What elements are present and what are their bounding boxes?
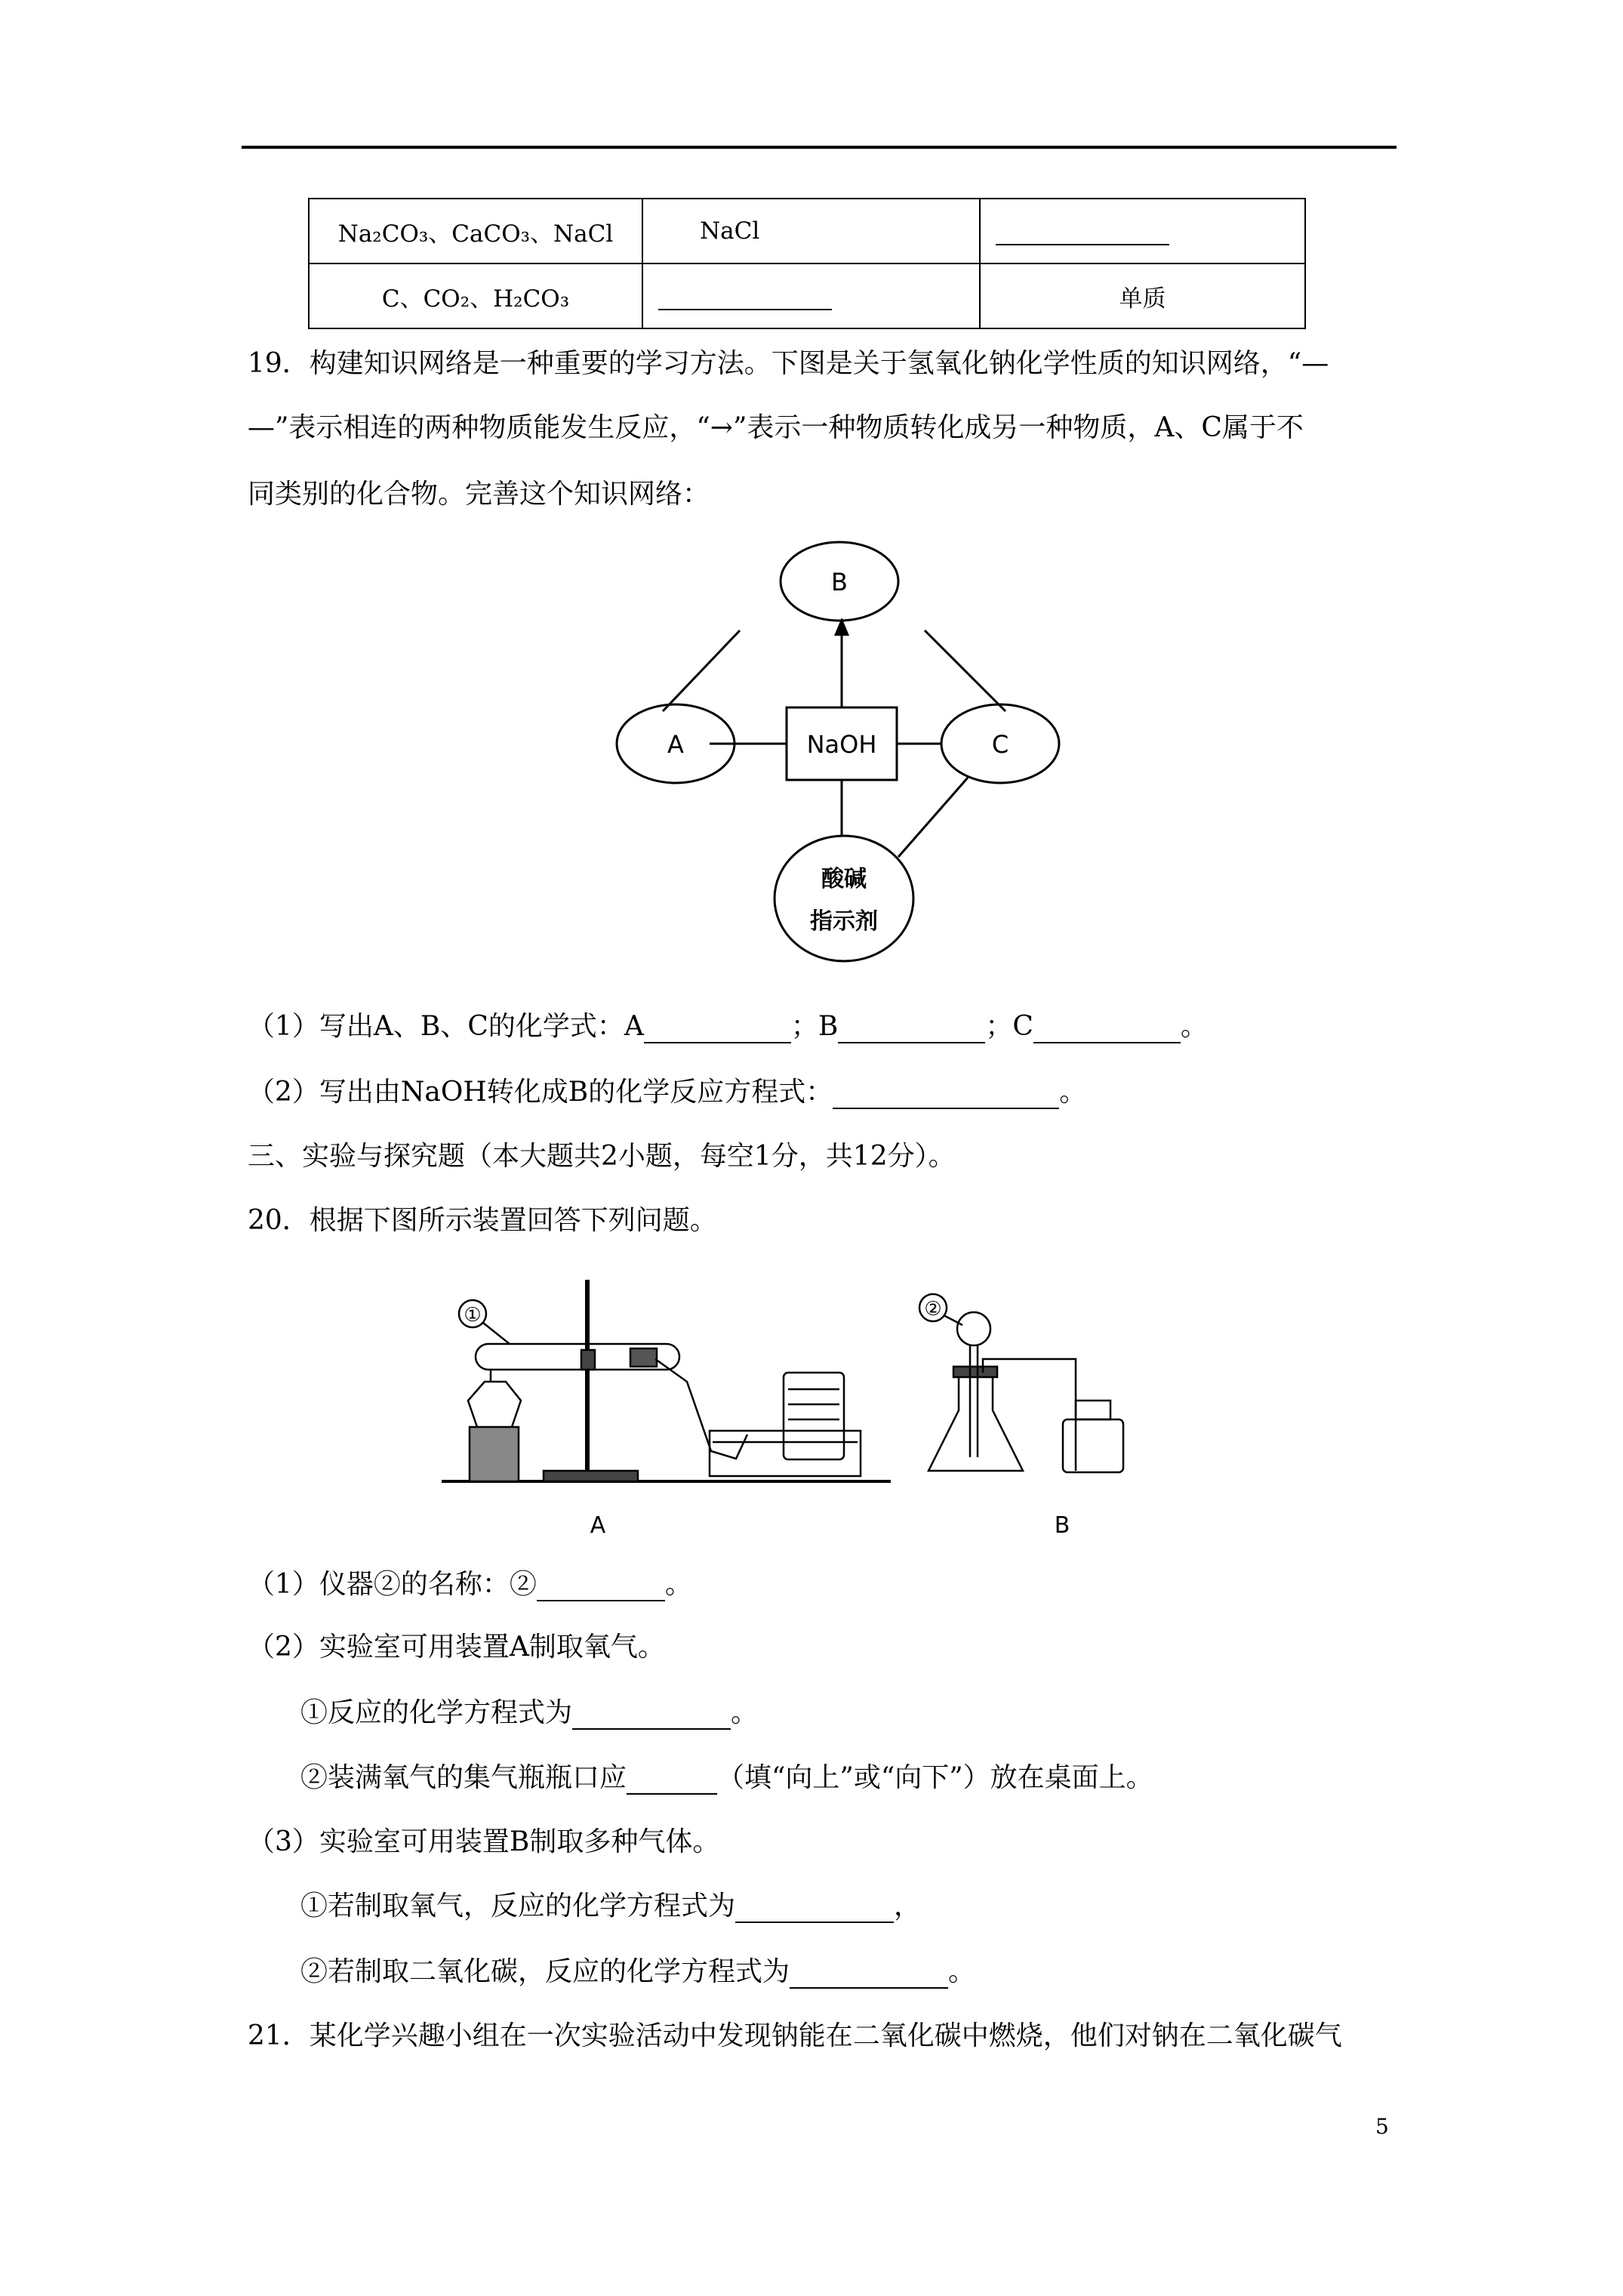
water-trough: [710, 1431, 861, 1476]
q20-s2b: [300, 1761, 1153, 1795]
delivery-tube: [655, 1359, 747, 1459]
marker-1: ①: [463, 1304, 482, 1327]
answer-blank: [572, 1698, 731, 1730]
naoh-knowledge-network: [604, 529, 1087, 982]
page-number: 5: [1375, 2114, 1389, 2139]
text: ，: [894, 1891, 922, 1922]
q21-line1: 21．某化学兴趣小组在一次实验活动中发现钠能在二氧化碳中燃烧，他们对钠在二氧化碳气: [248, 2020, 1342, 2051]
q19-part1: [248, 1010, 1208, 1043]
text: 。: [1059, 1077, 1087, 1108]
q19-part2: [248, 1076, 1086, 1109]
section-3-heading: 三、实验与探究题（本大题共2小题，每空1分，共12分）。: [248, 1141, 956, 1172]
text: ；C: [985, 1011, 1033, 1042]
q20-s2a: [300, 1697, 758, 1730]
jar-neck-b: [1076, 1401, 1110, 1419]
text: ①反应的化学方程式为: [300, 1697, 573, 1728]
label-indicator-2: 指示剂: [810, 908, 878, 935]
separatory-funnel-bulb: [957, 1312, 990, 1345]
answer-blank: [838, 1012, 985, 1043]
q20-s1: [248, 1568, 692, 1601]
answer-blank: [833, 1077, 1059, 1109]
label-apparatus-a: A: [590, 1512, 606, 1539]
q19-line3: 同类别的化合物。完善这个知识网络：: [248, 479, 710, 510]
table-cell: C、CO₂、H₂CO₃: [309, 264, 642, 328]
q20-title: 20．根据下图所示装置回答下列问题。: [248, 1205, 717, 1236]
label-naoh: NaOH: [806, 730, 877, 759]
text: ①若制取氧气，反应的化学方程式为: [300, 1891, 736, 1922]
q19-line2: —”表示相连的两种物质能发生反应，“→”表示一种物质转化成另一种物质，A、C属于不: [248, 412, 1304, 443]
table-cell: 单质: [980, 264, 1305, 328]
clamp: [581, 1350, 595, 1370]
answer-blank: [735, 1891, 894, 1923]
wood-block: [470, 1427, 519, 1481]
alcohol-lamp: [468, 1382, 521, 1427]
text: ②装满氧气的集气瓶瓶口应: [300, 1762, 627, 1793]
table-cell: Na₂CO₃、CaCO₃、NaCl: [309, 199, 642, 264]
marker-leader-1: [483, 1323, 510, 1344]
node-indicator: [775, 836, 913, 961]
gas-jar-b: [1063, 1419, 1123, 1472]
answer-blank: [996, 217, 1169, 245]
text: （2）写出由NaOH转化成B的化学反应方程式：: [248, 1077, 833, 1108]
text: （填“向上”或“向下”）放在桌面上。: [717, 1762, 1153, 1793]
marker-2: ②: [924, 1298, 942, 1321]
answer-blank: [658, 282, 832, 310]
iron-stand-base: [544, 1471, 638, 1481]
stopper: [630, 1348, 657, 1367]
answer-blank: [627, 1763, 717, 1795]
q20-s3a: [300, 1890, 921, 1923]
text: 。: [1180, 1011, 1208, 1042]
label-c: C: [991, 730, 1009, 759]
label-indicator-1: 酸碱: [821, 866, 867, 892]
answer-blank: [537, 1570, 665, 1601]
answer-blank-cell: [642, 264, 980, 328]
q20-s3b: [300, 1955, 975, 1989]
link-a-b: [663, 630, 740, 711]
label-apparatus-b: B: [1054, 1512, 1070, 1539]
apparatus-figure: [438, 1276, 1208, 1555]
table-cell: NaCl: [642, 199, 980, 264]
conical-flask: [929, 1373, 1023, 1471]
answer-blank: [1033, 1012, 1181, 1043]
text: 。: [731, 1697, 759, 1728]
table-row: [309, 199, 1305, 264]
gas-jar-a: [784, 1373, 844, 1459]
answer-blank: [644, 1012, 791, 1043]
text: 。: [664, 1569, 692, 1600]
answer-blank: [790, 1957, 948, 1989]
text: ②若制取二氧化碳，反应的化学方程式为: [300, 1956, 790, 1987]
text: 。: [948, 1956, 976, 1987]
q19-line1: 19．构建知识网络是一种重要的学习方法。下图是关于氢氧化钠化学性质的知识网络，“—: [248, 348, 1329, 379]
q20-s2: （2）实验室可用装置A制取氧气。: [248, 1632, 665, 1663]
label-a: A: [667, 730, 684, 759]
link-c-indicator: [898, 778, 968, 857]
table-row: [309, 264, 1305, 328]
answer-blank-cell: [980, 199, 1305, 264]
classification-table: [308, 198, 1306, 329]
link-b-c: [925, 630, 1006, 711]
text: ；B: [790, 1011, 839, 1042]
flask-stopper: [953, 1367, 997, 1377]
q20-s3: （3）实验室可用装置B制取多种气体。: [248, 1826, 720, 1857]
text: （1）写出A、B、C的化学式：A: [248, 1011, 644, 1042]
label-b: B: [831, 568, 848, 596]
header-rule: [242, 146, 1397, 149]
text: （1）仪器②的名称：②: [248, 1569, 537, 1600]
